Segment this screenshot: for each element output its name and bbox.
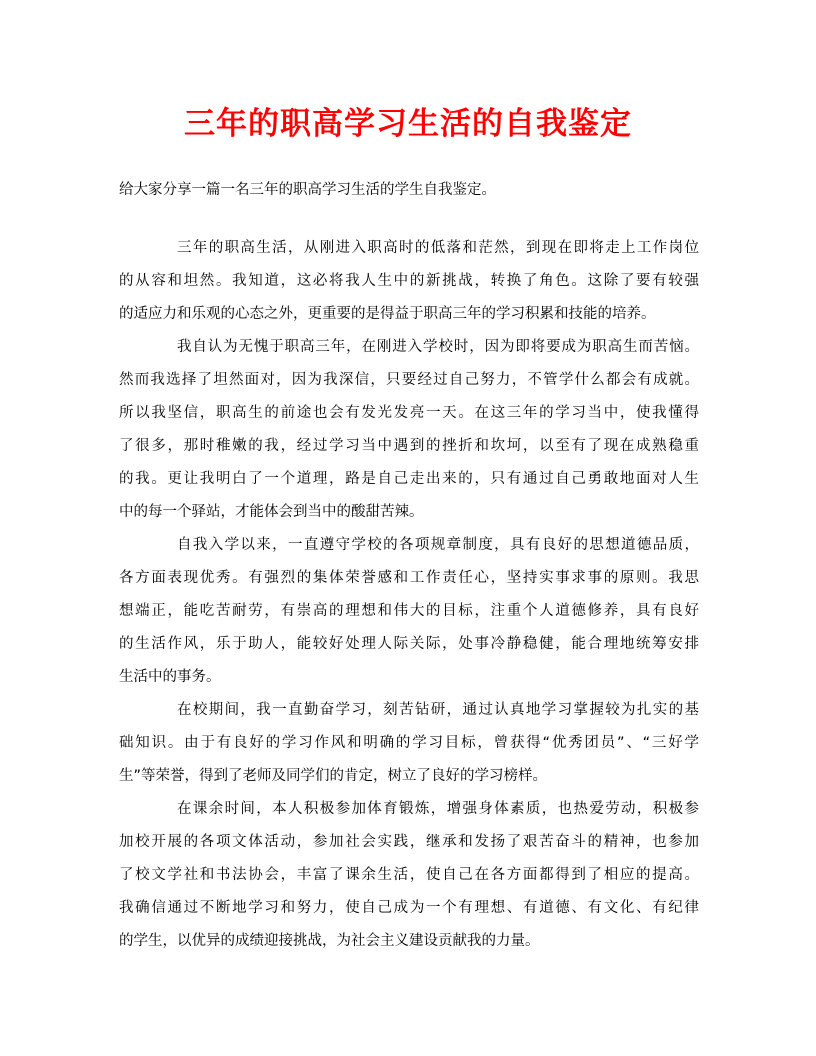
document-body [119, 232, 699, 958]
text-line: 三年的职高生活，从刚进入职高时的低落和茫然，到现在即将走上工作岗位 [177, 240, 699, 256]
text-line: 的从容和坦然。我知道，这必将我人生中的新挑战，转换了角色。这除了要有较强 [119, 273, 699, 289]
text-line: 的生活作风，乐于助人，能较好处理人际关际，处事冷静稳健，能合理地统筹安排 [119, 636, 699, 652]
text-line: 生活中的事务。 [119, 669, 221, 685]
paragraph-4 [119, 694, 699, 793]
paragraph-3 [119, 529, 699, 694]
text-line: 的适应力和乐观的心态之外，更重要的是得益于职高三年的学习积累和技能的培养。 [119, 306, 656, 322]
text-line: 了很多，那时稚嫩的我，经过学习当中遇到的挫折和坎坷，以至有了现在成熟稳重 [119, 438, 699, 454]
text-line: 我确信通过不断地学习和努力，使自己成为一个有理想、有道德、有文化、有纪律 [119, 900, 699, 916]
text-line: 在校期间，我一直勤奋学习，刻苦钻研，通过认真地学习掌握较为扎实的基 [177, 702, 699, 718]
document-title: 三年的职高学习生活的自我鉴定 [184, 106, 632, 142]
text-line: 中的每一个驿站，才能体会到当中的酸甜苦辣。 [119, 504, 424, 520]
text-line: 然而我选择了坦然面对，因为我深信，只要经过自己努力，不管学什么都会有成就。 [119, 372, 699, 388]
paragraph-1 [119, 232, 699, 331]
text-line: 自我入学以来，一直遵守学校的各项规章制度，具有良好的思想道德品质， [177, 537, 699, 553]
text-line: 的我。更让我明白了一个道理，路是自己走出来的，只有通过自己勇敢地面对人生 [119, 471, 699, 487]
text-line: 各方面表现优秀。有强烈的集体荣誉感和工作责任心，坚持实事求事的原则。我思 [119, 570, 699, 586]
text-line: 的学生，以优异的成绩迎接挑战，为社会主义建设贡献我的力量。 [119, 933, 540, 949]
text-line: 础知识。由于有良好的学习作风和明确的学习目标，曾获得“优秀团员”、“三好学 [119, 735, 699, 751]
text-line: 我自认为无愧于职高三年，在刚进入学校时，因为即将要成为职高生而苦恼。 [177, 339, 699, 355]
text-line: 加校开展的各项文体活动，参加社会实践，继承和发扬了艰苦奋斗的精神，也参加 [119, 834, 699, 850]
text-line: 想端正，能吃苦耐劳，有崇高的理想和伟大的目标，注重个人道德修养，具有良好 [119, 603, 699, 619]
intro-paragraph: 给大家分享一篇一名三年的职高学习生活的学生自我鉴定。 [119, 182, 496, 198]
text-line: 在课余时间，本人积极参加体育锻炼，增强身体素质，也热爱劳动，积极参 [177, 801, 699, 817]
text-line: 所以我坚信，职高生的前途也会有发光发亮一天。在这三年的学习当中，使我懂得 [119, 405, 699, 421]
paragraph-5 [119, 793, 699, 958]
text-line: 了校文学社和书法协会，丰富了课余生活，使自己在各方面都得到了相应的提高。 [119, 867, 699, 883]
text-line: 生”等荣誉，得到了老师及同学们的肯定，树立了良好的学习榜样。 [119, 768, 548, 784]
paragraph-2 [119, 331, 699, 529]
